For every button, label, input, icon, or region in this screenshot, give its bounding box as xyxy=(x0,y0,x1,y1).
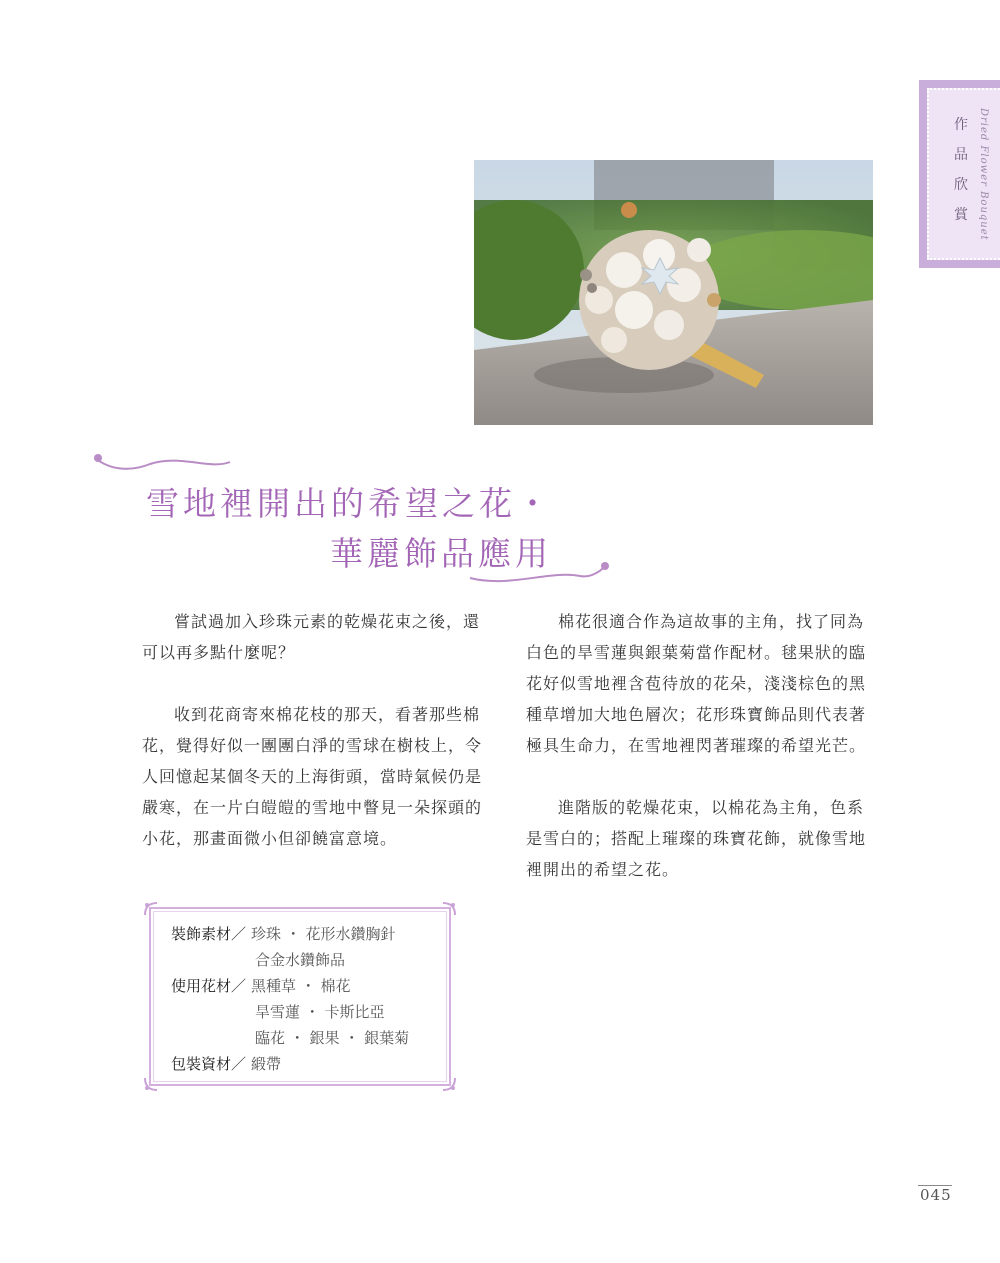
section-tab xyxy=(919,80,1000,268)
materials-row-wrap xyxy=(171,1051,451,1077)
materials-items: 旱雪蓮 ・ 卡斯比亞 xyxy=(255,1003,385,1021)
left-column xyxy=(142,606,482,885)
article-title xyxy=(90,450,630,600)
section-tab-inner xyxy=(927,88,1000,260)
corner-ornament-icon xyxy=(441,1076,457,1092)
materials-items: 珍珠 ・ 花形水鑽胸針 xyxy=(251,925,396,943)
bouquet-photo xyxy=(474,160,873,425)
materials-row-flowers xyxy=(171,973,451,999)
right-column xyxy=(526,606,866,916)
corner-ornament-icon xyxy=(143,901,159,917)
title-ornament xyxy=(90,450,630,600)
section-tab-char: 品 xyxy=(954,147,968,163)
corner-ornament-icon xyxy=(441,901,457,917)
materials-label: 包裝資材／ xyxy=(171,1055,247,1073)
materials-items: 緞帶 xyxy=(251,1055,282,1073)
title-line-2: 華麗飾品應用 xyxy=(330,534,552,573)
materials-box xyxy=(143,901,457,1092)
paragraph: 收到花商寄來棉花枝的那天，看著那些棉花，覺得好似一團團白淨的雪球在樹枝上，令人回憶起某個冬天的上海街頭，當時氣候仍是嚴寒，在一片白皚皚的雪地中瞥見一朵探頭的小花，那畫面微小但卻饒富意境。 xyxy=(142,705,483,848)
page-number: 045 xyxy=(920,1186,952,1204)
paragraph: 進階版的乾燥花束，以棉花為主角，色系是雪白的；搭配上璀璨的珠寶花飾，就像雪地裡開出的希望之花。 xyxy=(526,798,867,879)
materials-label: 使用花材／ xyxy=(171,977,247,995)
materials-items: 合金水鑽飾品 xyxy=(255,951,346,969)
materials-items: 臨花 ・ 銀果 ・ 銀葉菊 xyxy=(255,1029,410,1047)
section-tab-char: 作 xyxy=(954,117,968,133)
materials-label: 裝飾素材／ xyxy=(171,925,247,943)
materials-items: 黑種草 ・ 棉花 xyxy=(251,977,351,995)
corner-ornament-icon xyxy=(143,1076,159,1092)
bouquet-illustration xyxy=(474,160,873,425)
title-line-1: 雪地裡開出的希望之花・ xyxy=(146,484,553,523)
materials-row-decor xyxy=(171,921,451,947)
section-tab-chinese xyxy=(951,110,971,230)
section-tab-char: 欣 xyxy=(954,177,968,193)
paragraph: 棉花很適合作為這故事的主角，找了同為白色的旱雪蓮與銀葉菊當作配材。毬果狀的臨花好似雪地裡含苞待放的花朵，淺淺棕色的黑種草增加大地色層次；花形珠寶飾品則代表著極具生命力，在雪地裡閃著璀璨的希望光芒。 xyxy=(526,612,867,755)
section-tab-english: Dried Flower Bouquet xyxy=(978,108,989,241)
materials-list xyxy=(171,921,451,1077)
paragraph: 嘗試過加入珍珠元素的乾燥花束之後，還可以再多點什麼呢？ xyxy=(142,612,481,662)
section-tab-char: 賞 xyxy=(954,207,968,223)
